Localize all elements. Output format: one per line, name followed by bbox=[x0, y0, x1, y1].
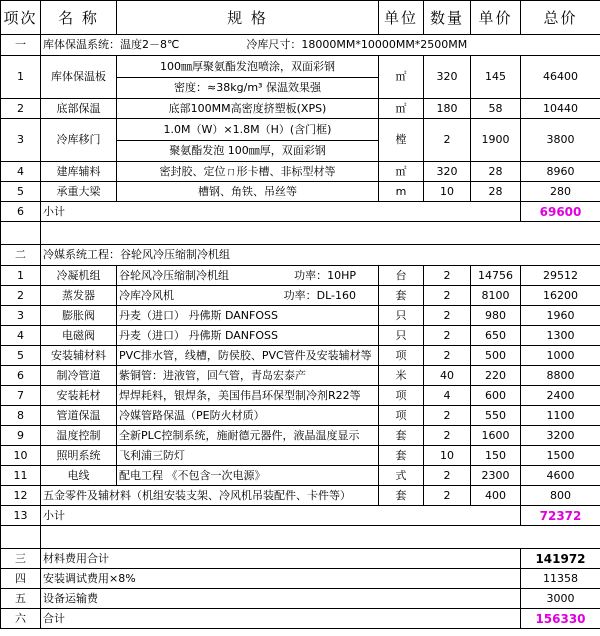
row-name: 承重大梁 bbox=[41, 182, 117, 202]
row-name: 管道保温 bbox=[41, 406, 117, 426]
row-spec: 丹麦（进口） 丹佛斯 DANFOSS bbox=[117, 306, 379, 326]
summary-value: 11358 bbox=[521, 569, 600, 589]
row-qty: 2 bbox=[424, 406, 471, 426]
header-qty: 数量 bbox=[424, 1, 471, 35]
spec-line: 密度：≈38kg/m³ 保温效果强 bbox=[117, 77, 378, 98]
header-row bbox=[1, 1, 600, 35]
row-no: 12 bbox=[1, 486, 41, 506]
section-2-title-row bbox=[1, 245, 600, 266]
row-spec: PVC排水管，线槽，防侯胶、PVC管件及安装辅材等 bbox=[117, 346, 379, 366]
spec-power: 功率：DL-160 bbox=[283, 288, 356, 302]
table-row bbox=[1, 99, 600, 119]
row-name: 安装辅材料 bbox=[41, 346, 117, 366]
row-spec bbox=[117, 266, 379, 286]
row-qty: 2 bbox=[424, 466, 471, 486]
row-no: 四 bbox=[1, 569, 41, 589]
row-price: 650 bbox=[471, 326, 521, 346]
row-no: 10 bbox=[1, 446, 41, 466]
spec-line: 聚氨酯发泡 100㎜厚，双面彩钢 bbox=[117, 140, 378, 161]
row-total: 3200 bbox=[521, 426, 600, 446]
summary-row bbox=[1, 609, 600, 629]
row-price: 28 bbox=[471, 162, 521, 182]
row-spec: 飞利浦三防灯 bbox=[117, 446, 379, 466]
summary-row bbox=[1, 549, 600, 569]
table-row bbox=[1, 119, 600, 162]
row-name: 建库辅料 bbox=[41, 162, 117, 182]
section-title: 冷媒系统工程：谷轮风冷压缩制冷机组 bbox=[41, 245, 600, 266]
row-spec: 槽钢、角铁、吊丝等 bbox=[117, 182, 379, 202]
row-no: 3 bbox=[1, 306, 41, 326]
row-total: 16200 bbox=[521, 286, 600, 306]
row-price: 400 bbox=[471, 486, 521, 506]
summary-value: 3000 bbox=[521, 589, 600, 609]
row-name: 照明系统 bbox=[41, 446, 117, 466]
row-total: 1000 bbox=[521, 346, 600, 366]
row-spec: 紫铜管：进液管，回气管，青岛宏泰产 bbox=[117, 366, 379, 386]
row-qty: 10 bbox=[424, 446, 471, 466]
table-row bbox=[1, 286, 600, 306]
row-total: 1500 bbox=[521, 446, 600, 466]
row-total: 3800 bbox=[521, 119, 600, 162]
row-qty: 2 bbox=[424, 266, 471, 286]
row-qty: 2 bbox=[424, 426, 471, 446]
row-total: 8800 bbox=[521, 366, 600, 386]
row-no: 2 bbox=[1, 99, 41, 119]
header-unit: 单位 bbox=[379, 1, 424, 35]
row-total: 8960 bbox=[521, 162, 600, 182]
spec-text: 冷库冷风机 bbox=[119, 288, 174, 302]
spec-line: 100㎜厚聚氨酯发泡喷涂，双面彩钢 bbox=[160, 59, 335, 73]
row-total: 1100 bbox=[521, 406, 600, 426]
row-unit: 套 bbox=[379, 426, 424, 446]
section-title-right: 冷库尺寸：18000MM*10000MM*2500MM bbox=[246, 38, 468, 51]
row-no: 4 bbox=[1, 162, 41, 182]
header-total: 总价 bbox=[521, 1, 600, 35]
row-price: 28 bbox=[471, 182, 521, 202]
row-unit: 项 bbox=[379, 386, 424, 406]
row-no: 7 bbox=[1, 386, 41, 406]
table-row bbox=[1, 162, 600, 182]
summary-label: 合计 bbox=[41, 609, 521, 629]
row-spec bbox=[117, 119, 379, 162]
row-no: 2 bbox=[1, 286, 41, 306]
row-spec: 丹麦（进口） 丹佛斯 DANFOSS bbox=[117, 326, 379, 346]
row-no: 1 bbox=[1, 266, 41, 286]
row-price: 14756 bbox=[471, 266, 521, 286]
row-name: 制冷管道 bbox=[41, 366, 117, 386]
row-total: 1960 bbox=[521, 306, 600, 326]
row-no: 1 bbox=[1, 56, 41, 99]
spec-wrap bbox=[119, 270, 376, 282]
table-row bbox=[1, 306, 600, 326]
row-name: 冷凝机组 bbox=[41, 266, 117, 286]
row-spec: 五金零件及辅材料（机组安装支架、冷风机吊装配件、卡件等） bbox=[41, 486, 379, 506]
row-qty: 2 bbox=[424, 286, 471, 306]
row-no: 三 bbox=[1, 549, 41, 569]
row-total: 29512 bbox=[521, 266, 600, 286]
section-number: 二 bbox=[1, 245, 41, 266]
spec-text: 谷轮风冷压缩制冷机组 bbox=[119, 268, 229, 282]
table-row bbox=[1, 446, 600, 466]
row-unit: ㎡ bbox=[379, 56, 424, 99]
row-qty: 320 bbox=[424, 162, 471, 182]
spec-wrap bbox=[119, 290, 376, 302]
row-unit: 米 bbox=[379, 366, 424, 386]
row-name: 底部保温 bbox=[41, 99, 117, 119]
row-unit: 套 bbox=[379, 486, 424, 506]
table-row bbox=[1, 486, 600, 506]
row-price: 550 bbox=[471, 406, 521, 426]
row-total: 1300 bbox=[521, 326, 600, 346]
row-qty: 2 bbox=[424, 326, 471, 346]
row-price: 2300 bbox=[471, 466, 521, 486]
row-spec: 密封胶、定位ㄇ形卡槽、非标型材等 bbox=[117, 162, 379, 182]
section-title-left: 库体保温系统：温度2－8℃ bbox=[43, 38, 180, 51]
row-spec: 冷媒管路保温（PE防火材质） bbox=[117, 406, 379, 426]
summary-value: 156330 bbox=[521, 609, 600, 629]
row-no: 5 bbox=[1, 346, 41, 366]
row-spec bbox=[117, 286, 379, 306]
row-qty: 40 bbox=[424, 366, 471, 386]
table-row bbox=[1, 426, 600, 446]
table-row bbox=[1, 56, 600, 99]
row-name: 安装耗材 bbox=[41, 386, 117, 406]
row-price: 600 bbox=[471, 386, 521, 406]
subtotal-label: 小计 bbox=[41, 202, 521, 222]
row-no: 9 bbox=[1, 426, 41, 446]
row-total: 280 bbox=[521, 182, 600, 202]
row-no: 3 bbox=[1, 119, 41, 162]
table-row bbox=[1, 406, 600, 426]
table-row bbox=[1, 386, 600, 406]
row-unit: ㎡ bbox=[379, 162, 424, 182]
summary-value: 141972 bbox=[521, 549, 600, 569]
spec-line: 1.0M（W）×1.8M（H）(含门框) bbox=[163, 122, 332, 136]
row-name: 电线 bbox=[41, 466, 117, 486]
row-name: 电磁阀 bbox=[41, 326, 117, 346]
table-row bbox=[1, 346, 600, 366]
table-row bbox=[1, 466, 600, 486]
table-row bbox=[1, 366, 600, 386]
row-qty: 4 bbox=[424, 386, 471, 406]
section-number: 一 bbox=[1, 35, 41, 56]
row-price: 220 bbox=[471, 366, 521, 386]
subtotal-value: 69600 bbox=[521, 202, 600, 222]
row-qty: 10 bbox=[424, 182, 471, 202]
spacer-row bbox=[1, 222, 600, 245]
row-unit: 只 bbox=[379, 306, 424, 326]
row-unit: 樘 bbox=[379, 119, 424, 162]
row-qty: 2 bbox=[424, 306, 471, 326]
spacer-row bbox=[1, 526, 600, 549]
row-price: 1900 bbox=[471, 119, 521, 162]
subtotal-row bbox=[1, 202, 600, 222]
row-spec: 配电工程 《不包含一次电源》 bbox=[117, 466, 379, 486]
subtotal-row bbox=[1, 506, 600, 526]
summary-label: 设备运输费 bbox=[41, 589, 521, 609]
row-spec bbox=[117, 56, 379, 99]
summary-row bbox=[1, 589, 600, 609]
row-total: 4600 bbox=[521, 466, 600, 486]
row-total: 46400 bbox=[521, 56, 600, 99]
summary-label: 材料费用合计 bbox=[41, 549, 521, 569]
row-spec: 底部100MM高密度挤塑板(XPS) bbox=[117, 99, 379, 119]
subtotal-label: 小计 bbox=[41, 506, 521, 526]
row-name: 温度控制 bbox=[41, 426, 117, 446]
row-price: 8100 bbox=[471, 286, 521, 306]
row-qty: 320 bbox=[424, 56, 471, 99]
header-spec: 规 格 bbox=[117, 1, 379, 35]
row-unit: m bbox=[379, 182, 424, 202]
row-no: 11 bbox=[1, 466, 41, 486]
row-qty: 2 bbox=[424, 119, 471, 162]
spec-power: 功率：10HP bbox=[294, 268, 356, 282]
row-name: 蒸发器 bbox=[41, 286, 117, 306]
section-1-title-row bbox=[1, 35, 600, 56]
row-no: 8 bbox=[1, 406, 41, 426]
row-price: 58 bbox=[471, 99, 521, 119]
row-no: 六 bbox=[1, 609, 41, 629]
row-name: 库体保温板 bbox=[41, 56, 117, 99]
header-price: 单价 bbox=[471, 1, 521, 35]
header-no: 项次 bbox=[1, 1, 41, 35]
row-name: 膨胀阀 bbox=[41, 306, 117, 326]
row-unit: 套 bbox=[379, 286, 424, 306]
row-no: 五 bbox=[1, 589, 41, 609]
row-unit: 台 bbox=[379, 266, 424, 286]
row-price: 1600 bbox=[471, 426, 521, 446]
row-no: 4 bbox=[1, 326, 41, 346]
row-total: 10440 bbox=[521, 99, 600, 119]
section-title bbox=[41, 35, 600, 56]
row-unit: 项 bbox=[379, 406, 424, 426]
header-name: 名 称 bbox=[41, 1, 117, 35]
row-price: 150 bbox=[471, 446, 521, 466]
row-qty: 2 bbox=[424, 486, 471, 506]
row-total: 2400 bbox=[521, 386, 600, 406]
row-name: 冷库移门 bbox=[41, 119, 117, 162]
subtotal-value: 72372 bbox=[521, 506, 600, 526]
row-price: 980 bbox=[471, 306, 521, 326]
row-qty: 2 bbox=[424, 346, 471, 366]
row-no: 5 bbox=[1, 182, 41, 202]
table-row bbox=[1, 326, 600, 346]
row-unit: 项 bbox=[379, 346, 424, 366]
summary-row bbox=[1, 569, 600, 589]
row-unit: 只 bbox=[379, 326, 424, 346]
row-no: 6 bbox=[1, 202, 41, 222]
row-unit: 套 bbox=[379, 446, 424, 466]
row-unit: ㎡ bbox=[379, 99, 424, 119]
row-no: 6 bbox=[1, 366, 41, 386]
row-total: 800 bbox=[521, 486, 600, 506]
row-spec: 全新PLC控制系统，施耐德元器件，液晶温度显示 bbox=[117, 426, 379, 446]
row-no: 13 bbox=[1, 506, 41, 526]
row-unit: 式 bbox=[379, 466, 424, 486]
row-spec: 焊焊耗料，银焊条，美国伟昌环保型制冷剂R22等 bbox=[117, 386, 379, 406]
table-row bbox=[1, 266, 600, 286]
row-price: 500 bbox=[471, 346, 521, 366]
row-qty: 180 bbox=[424, 99, 471, 119]
summary-label: 安装调试费用×8% bbox=[41, 569, 521, 589]
row-price: 145 bbox=[471, 56, 521, 99]
table-row bbox=[1, 182, 600, 202]
